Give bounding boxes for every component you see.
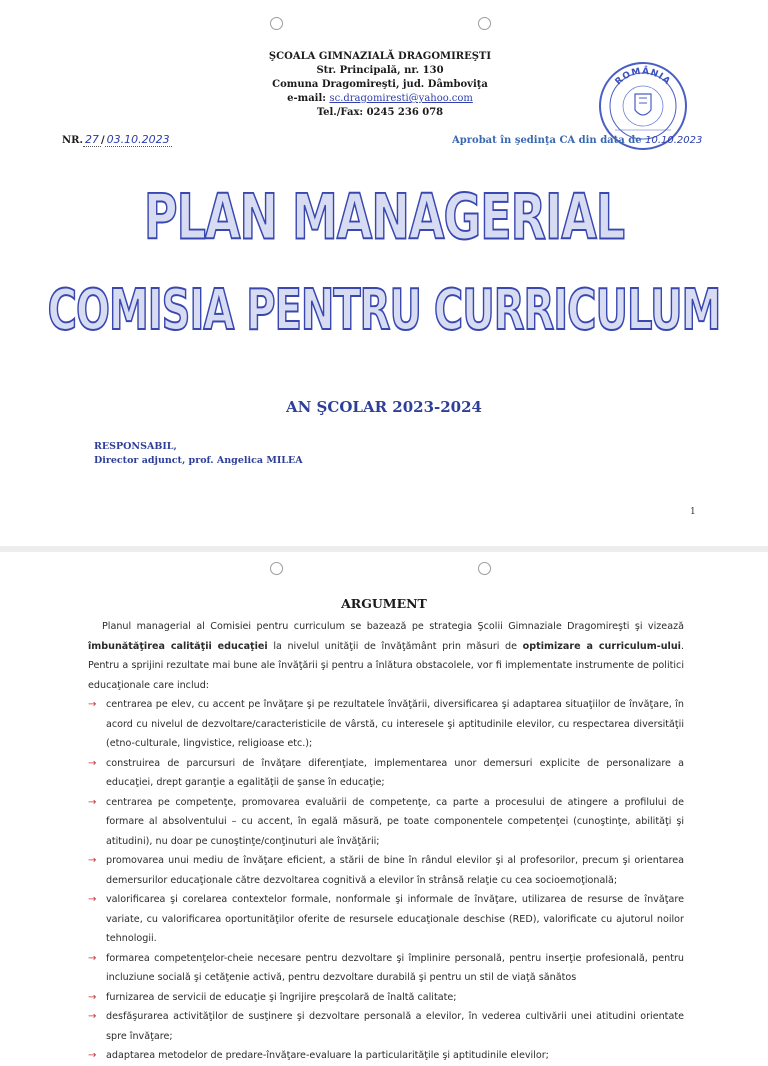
list-item: → valorificarea şi corelarea contextelor formale, nonformale şi informale de învăţare, utilizarea de resurse de învăţare variate, cu valorificarea oportunităţilor oferite de resursele educaţionale deschise (RED), valorificate cu ajutorul noilor tehnologii. — [88, 890, 684, 949]
punch-hole-icon — [270, 17, 283, 30]
punch-hole-icon — [270, 562, 283, 575]
arrow-right-icon: → — [88, 699, 97, 710]
title-plan-managerial: PLAN MANAGERIAL — [143, 180, 625, 254]
school-phone: Tel./Fax: 0245 236 078 — [316, 107, 444, 118]
argument-intro: Planul managerial al Comisiei pentru curriculum se bazează pe strategia Şcolii Gimnaziale Dragomireşti şi vizează îmbunătăţirea calităţii educaţiei la nivelul unităţii de învăţământ prin măsuri de optimizare a curriculum-ului. Pentru a sprijini rezultate mai bune ale învăţării şi pentru a înlătura obstacolele, vor fi implementate instrumente de politici educaţionale care includ: — [88, 621, 685, 691]
email-label: e-mail: — [287, 93, 326, 104]
arrow-right-icon: → — [88, 855, 97, 866]
responsible-name: Director adjunct, prof. Angelica MILEA — [94, 455, 303, 466]
nr-value: 27 — [84, 133, 99, 146]
arrow-right-icon: → — [88, 1011, 97, 1022]
list-item: → desfăşurarea activităţilor de susţinere şi dezvoltare personală a elevilor, în vederea cultivării unei atitudini orientate spre învăţare; — [88, 1007, 684, 1046]
responsible-label: RESPONSABIL, — [94, 441, 177, 452]
list-item: → centrarea pe competenţe, promovarea evaluării de competenţe, ca parte a procesului de atingere a profilului de formare al absolventului – cu accent, în egală măsură, pe toate componentele competenţei (cunoştinţe, abilităţi şi atitudini), nu doar pe cunoştinţe/conţinuturi ale învăţării; — [88, 793, 684, 852]
school-year: AN ŞCOLAR 2023-2024 — [285, 398, 482, 416]
arrow-right-icon: → — [88, 1050, 97, 1061]
list-item: → formarea competenţelor-cheie necesare pentru dezvoltare şi împlinire personală, pentru inserţie profesională, pentru incluziune socială şi cetăţenie activă, pentru dezvoltare durabilă şi pentru un stil de viaţă sănătos — [88, 949, 684, 988]
approval-date: 10.10.2023 — [645, 135, 703, 146]
arrow-right-icon: → — [88, 894, 97, 905]
list-item: → furnizarea de servicii de educaţie şi îngrijire preşcolară de înaltă calitate; — [88, 988, 684, 1008]
email-link[interactable]: sc.dragomiresti@yahoo.com — [329, 93, 473, 104]
page-number: 1 — [690, 507, 696, 517]
approval-note — [452, 135, 702, 146]
title-comisia: COMISIA PENTRU CURRICULUM — [47, 278, 721, 344]
registration-number — [62, 133, 172, 146]
punch-hole-icon — [478, 17, 491, 30]
punch-hole-icon — [478, 562, 491, 575]
school-email-line — [230, 92, 530, 106]
stamp-top-text: ROMÂNIA — [613, 66, 673, 88]
school-commune: Comuna Dragomireşti, jud. Dâmboviţa — [272, 79, 488, 90]
argument-list — [88, 695, 684, 1066]
list-item: → adaptarea metodelor de predare-învăţare-evaluare la particularităţile şi aptitudinile elevilor; — [88, 1046, 684, 1066]
argument-body — [88, 617, 684, 1066]
arrow-right-icon: → — [88, 991, 97, 1003]
arrow-right-icon: → — [88, 952, 97, 964]
list-item: → centrarea pe elev, cu accent pe învăţare şi pe rezultatele învăţării, diversificarea şi adaptarea situaţiilor de învăţare, în acord cu nivelul de dezvoltare/caracteristicile de vârstă, cu interesele şi aptitudinile elevilor, cu respectarea diversităţii (etno-culturale, lingvistice, religioase etc.); — [88, 695, 684, 754]
nr-separator: / — [100, 135, 105, 146]
nr-label: NR. — [62, 135, 83, 146]
list-item: → promovarea unui mediu de învăţare eficient, a stării de bine în rândul elevilor şi al profesorilor, precum şi orientarea demersurilor educaţionale către dezvoltarea cognitivă a elevilor în strânsă relaţie cu cea socioemoţională; — [88, 851, 684, 890]
school-street: Str. Principală, nr. 130 — [316, 65, 444, 76]
school-name: ŞCOALA GIMNAZIALĂ DRAGOMIREŞTI — [268, 51, 492, 62]
responsible-block — [94, 440, 303, 468]
school-header — [230, 50, 530, 120]
list-item: → construirea de parcursuri de învăţare diferenţiate, implementarea unor demersuri explicite de personalizare a educaţiei, drept garanţie a egalităţii de şanse în educaţie; — [88, 754, 684, 793]
arrow-right-icon: → — [88, 757, 97, 769]
argument-title: ARGUMENT — [341, 596, 427, 611]
nr-date: 03.10.2023 — [106, 133, 170, 146]
approval-text: Aprobat în şedinţa CA din data de — [452, 135, 642, 146]
arrow-right-icon: → — [88, 796, 97, 808]
